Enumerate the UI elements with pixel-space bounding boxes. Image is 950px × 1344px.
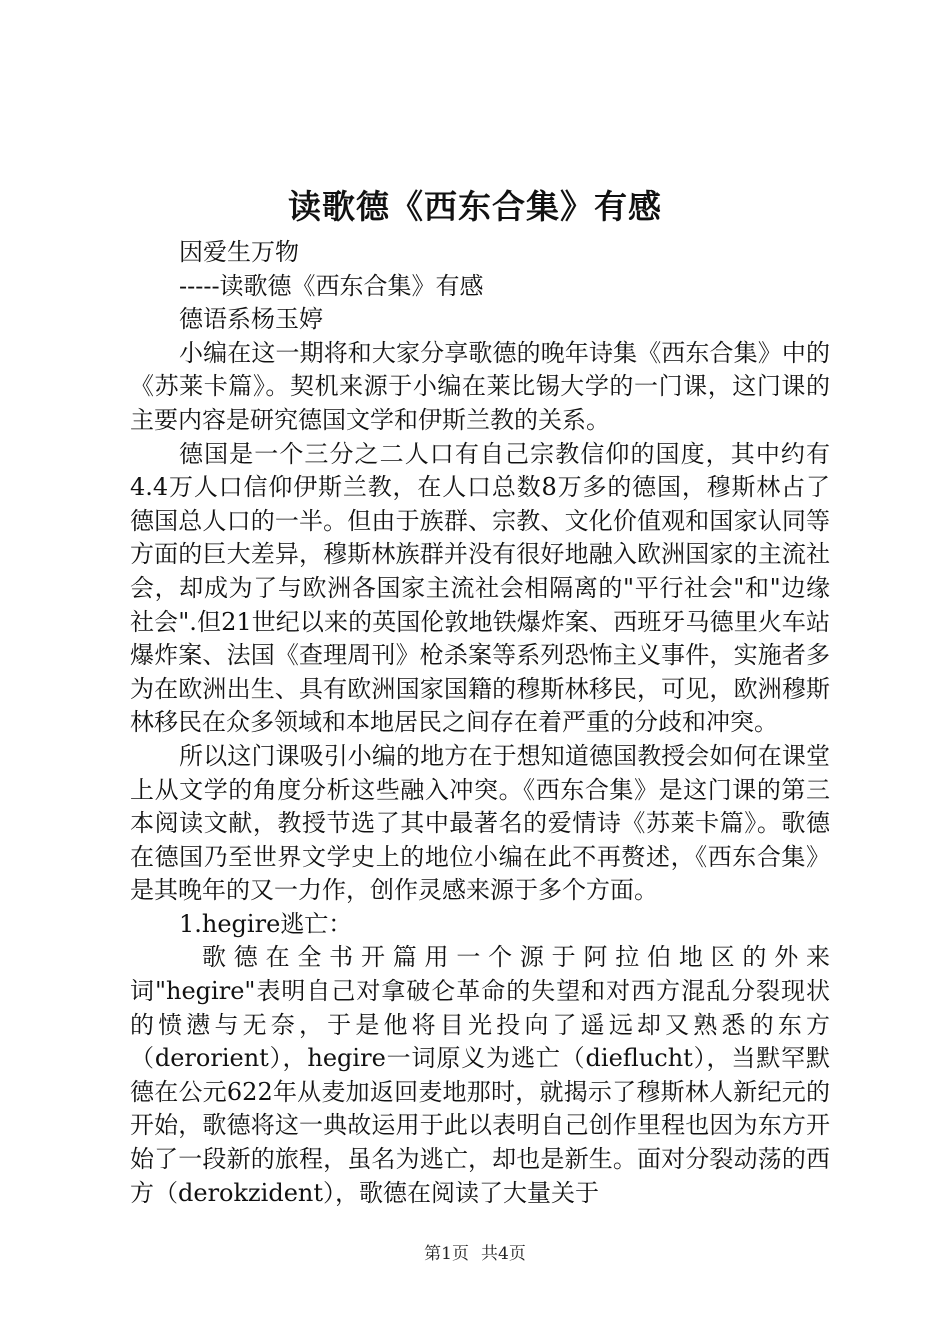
subtitle-dash-line: -----读歌德《西东合集》有感 — [179, 271, 484, 300]
paragraph-germany: 德国是一个三分之二人口有自己宗教信仰的国度，其中约有4.4万人口信仰伊斯兰教，在人口总数8万多的德国，穆斯林占了德国总人口的一半。但由于族群、宗教、文化价值观和国家认同等方面的巨大差异，穆斯林族群并没有很好地融入欧洲国家的主流社会，却成为了与欧洲各国家主流社会相隔离的"平行社会"和"边缘社会".但21世纪以来的英国伦敦地铁爆炸案、西班牙马德里火车站爆炸案、法国《查理周刊》枪杀案等系列恐怖主义事件，实施者多为在欧洲出生、具有欧洲国家国籍的穆斯林移民，可见，欧洲穆斯林移民在众多领域和本地居民之间存在着严重的分歧和冲突。 — [130, 439, 830, 737]
page-footer — [0, 1242, 950, 1266]
section-heading: 1.hegire逃亡： — [179, 909, 353, 938]
document-title: 读歌德《西东合集》有感 — [288, 187, 662, 226]
author-line: 德语系杨玉婷 — [179, 305, 323, 334]
paragraph-course: 所以这门课吸引小编的地方在于想知道德国教授会如何在课堂上从文学的角度分析这些融入冲突。《西东合集》是这门课的第三本阅读文献，教授节选了其中最著名的爱情诗《苏莱卡篇》。歌德在德国乃至世界文学史上的地位小编在此不再赘述，《西东合集》是其晚年的又一力作，创作灵感来源于多个方面。 — [130, 741, 830, 905]
page-number: 第1页 — [424, 1244, 469, 1264]
paragraph-intro: 小编在这一期将和大家分享歌德的晚年诗集《西东合集》中的《苏莱卡篇》。契机来源于小编在莱比锡大学的一门课，这门课的主要内容是研究德国文学和伊斯兰教的关系。 — [130, 338, 830, 434]
document-body — [130, 236, 830, 1210]
page-total: 共4页 — [481, 1244, 526, 1264]
subtitle-line: 因爱生万物 — [179, 238, 299, 266]
paragraph-hegire: 歌德在全书开篇用一个源于阿拉伯地区的外来词"hegire"表明自己对拿破仑革命的失望和对西方混乱分裂现状的愤懑与无奈，于是他将目光投向了遥远却又熟悉的东方（derorient），hegire一词原义为逃亡（dieflucht），当默罕默德在公元622年从麦加返回麦地那时，就揭示了穆斯林人新纪元的开始，歌德将这一典故运用于此以表明自己创作里程也因为东方开始了一段新的旅程，虽名为逃亡，却也是新生。面对分裂动荡的西方（derokzident），歌德在阅读了大量关于 — [130, 943, 830, 1207]
